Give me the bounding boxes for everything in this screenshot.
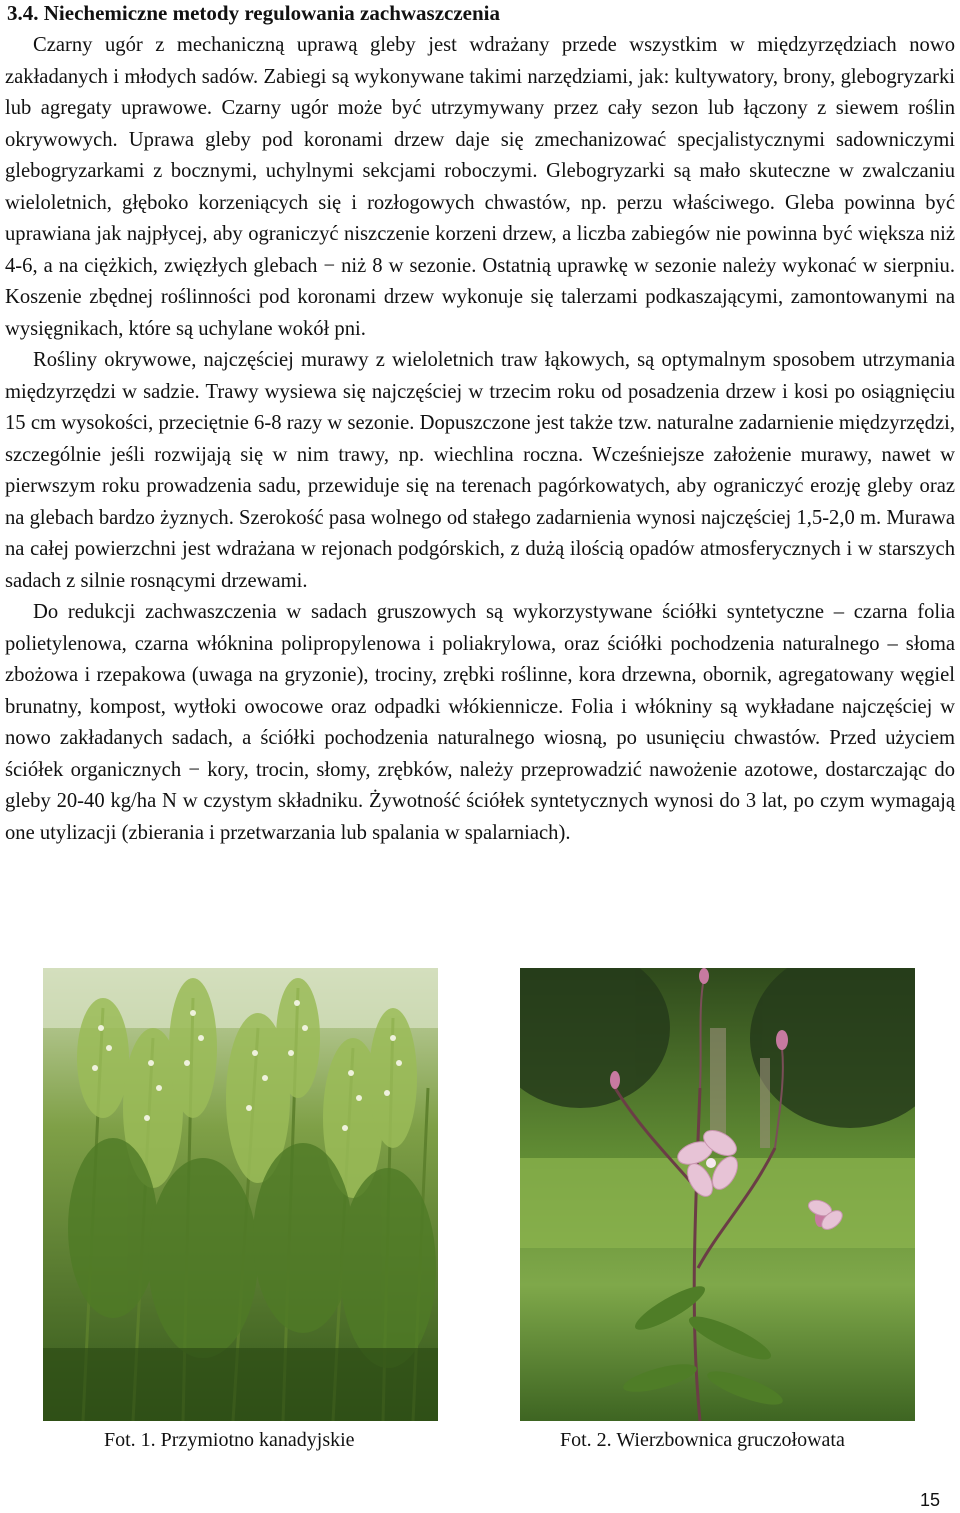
paragraph-mulches: Do redukcji zachwaszczenia w sadach gruszowych są wykorzystywane ściółki syntetyczne – czarna folia polietylenowa, czarna włóknina polipropylenowa i poliakrylowa, oraz ściółki pochodzenia naturalnego – słoma zbożowa i rzepakowa (uwaga na gryzonie), trociny, zrębki roślinne, kora drzewna, obornik, agregatowany węgiel brunatny, kompost, wytłoki owocowe oraz odpadki włókiennicze. Folia i włókniny są wykładane najczęściej w nowo zakładanych sadach, a ściółki pochodzenia naturalnego wiosną, po usunięciu chwastów. Przed użyciem ściółek organicznych − kory, trocin, słomy, zrębków, należy przeprowadzić nawożenie azotowe, dostarczając do gleby 20-40 kg/ha N w czystym składniku. Żywotność ściółek syntetycznych wynosi do 3 lat, po czym wymagają one utylizacji (zbierania i przetwarzania lub spalania w spalarniach).: [5, 601, 955, 844]
paragraph-black-fallow: Czarny ugór z mechaniczną uprawą gleby jest wdrażany przede wszystkim w międzyrzędziach nowo zakładanych i młodych sadów. Zabiegi są wykonywane takimi narzędziami, jak: kultywatory, brony, glebogryzarki lub agregaty uprawowe. Czarny ugór może być utrzymywany przez cały sezon lub łączony z siewem roślin okrywowych. Uprawa gleby pod koronami drzew daje się zmechanizować specjalistycznymi sadowniczymi glebogryzarkami z bocznymi, uchylnymi sekcjami roboczymi. Glebogryzarki są mało skuteczne w zwalczaniu wieloletnich, głęboko korzeniących się i rozłogowych chwastów, np. perzu właściwego. Gleba powinna być uprawiana jak najpłycej, aby ograniczyć niszczenie korzeni drzew, a liczba zabiegów nie powinna być większa niż 4-6, a na ciężkich, zwięzłych glebach − niż 8 w sezonie. Ostatnią uprawkę w sezonie należy wykonać w sierpniu. Koszenie zbędnej roślinności pod koronami drzew wykonuje się talerzami podkaszającymi, zamontowanymi na wysięgnikach, które są uchylane wokół pni.: [5, 34, 955, 340]
fleabane-illustration: [43, 968, 438, 1421]
photo-caption-1: Fot. 1. Przymiotno kanadyjskie: [104, 1429, 355, 1451]
willowherb-illustration: [520, 968, 915, 1421]
photo-canadian-fleabane: [43, 968, 438, 1421]
section-heading: 3.4. Niechemiczne metody regulowania zachwaszczenia: [7, 1, 501, 25]
body-text: [5, 30, 955, 849]
photo-american-willowherb: [520, 968, 915, 1421]
page-number: 15: [920, 1490, 941, 1510]
photo-caption-2: Fot. 2. Wierzbownica gruczołowata: [560, 1429, 845, 1451]
paragraph-cover-crops: Rośliny okrywowe, najczęściej murawy z wieloletnich traw łąkowych, są optymalnym sposobem utrzymania międzyrzędzi w sadzie. Trawy wysiewa się najczęściej w trzecim roku od posadzenia drzew i kosi po osiągnięciu 15 cm wysokości, przeciętnie 6-8 razy w sezonie. Dopuszczone jest także tzw. naturalne zadarnienie międzyrzędzi, szczególnie jeśli rozwijają się w nim trawy, np. wiechlina roczna. Wcześniejsze założenie murawy, nawet w pierwszym roku prowadzenia sadu, przewiduje się na terenach pagórkowatych, aby ograniczyć erozję gleby oraz na glebach bardzo żyznych. Szerokość pasa wolnego od stałego zadarnienia wynosi najczęściej 1,5-2,0 m. Murawa na całej powierzchni jest wdrażana w rejonach podgórskich, z dużą ilością opadów atmosferycznych i w starszych sadach z silnie rosnącymi drzewami.: [5, 349, 955, 592]
